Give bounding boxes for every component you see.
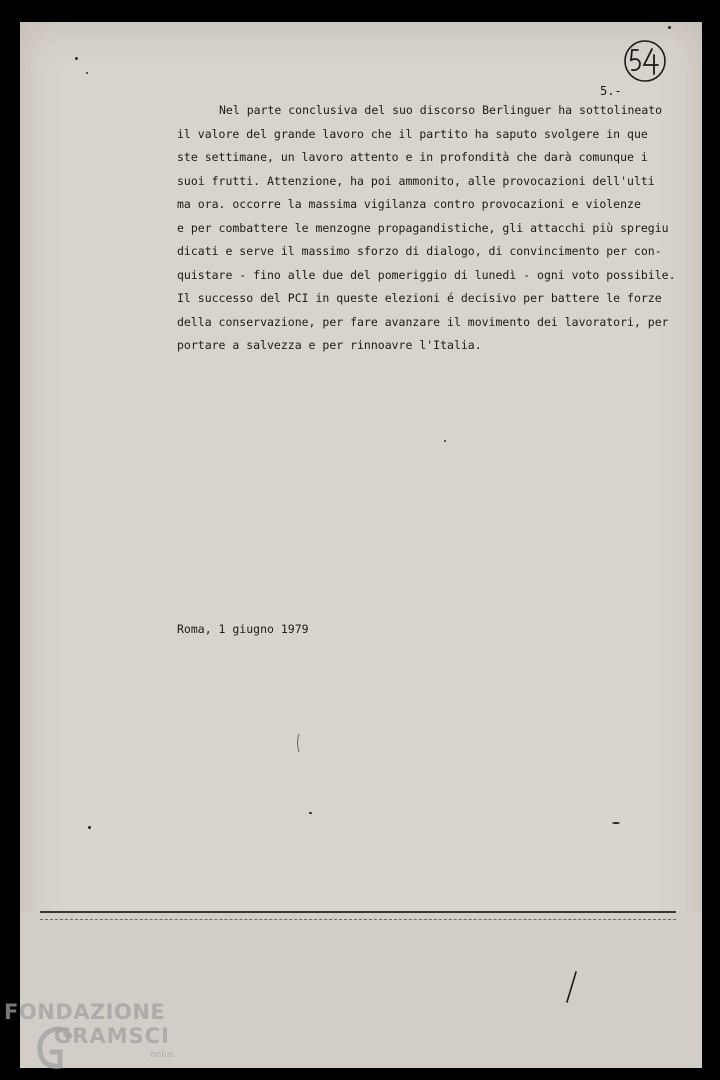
watermark-line2: GRAMSCI [54, 1024, 170, 1048]
scan-speck [612, 822, 620, 824]
text-line: ma ora. occorre la massima vigilanza contro provocazioni e violenze [177, 197, 641, 211]
scan-speck [668, 26, 671, 29]
text-line: Nel parte conclusiva del suo discorso Berlinguer ha sottolineato [219, 103, 663, 117]
archive-number-stamp [622, 38, 668, 84]
text-line: Il successo del PCI in queste elezioni é decisivo per battere le forze [177, 291, 662, 305]
watermark-line3: onlus [150, 1050, 175, 1060]
scan-speck [309, 812, 312, 814]
text-line: suoi frutti. Attenzione, ha poi ammonito, alle provocazioni dell'ulti [177, 173, 655, 188]
text-line: dicati e serve il massimo sforzo di dialogo, di convincimento per con- [177, 244, 662, 258]
pen-mark [560, 968, 584, 1008]
page-marker: 5.- [600, 84, 622, 98]
text-line: ste settimane, un lavoro attento e in profondità che darà comunque i [177, 150, 648, 164]
fondazione-gramsci-watermark [4, 1000, 184, 1076]
text-line: quistare - fino alle due del pomeriggio di lunedì - ogni voto possibile. [177, 267, 676, 282]
watermark-line1: FONDAZIONE [4, 1000, 166, 1024]
letter-body [177, 99, 677, 358]
text-line: il valore del grande lavoro che il partito ha saputo svolgere in que [177, 126, 648, 141]
perforation-line [40, 919, 676, 921]
text-line: e per combattere le menzogne propagandistiche, gli attacchi più spregiu [177, 220, 669, 235]
scan-speck [88, 826, 91, 829]
place-date: Roma, 1 giugno 1979 [177, 622, 309, 636]
scan-speck [86, 72, 88, 74]
text-line: della conservazione, per fare avanzare il movimento dei lavoratori, per [177, 314, 669, 329]
pen-mark [294, 732, 304, 754]
scan-speck [444, 440, 446, 442]
text-line: portare a salvezza e per rinnoavre l'Italia. [177, 338, 482, 352]
scan-speck [75, 57, 78, 60]
fold-line [40, 911, 676, 913]
